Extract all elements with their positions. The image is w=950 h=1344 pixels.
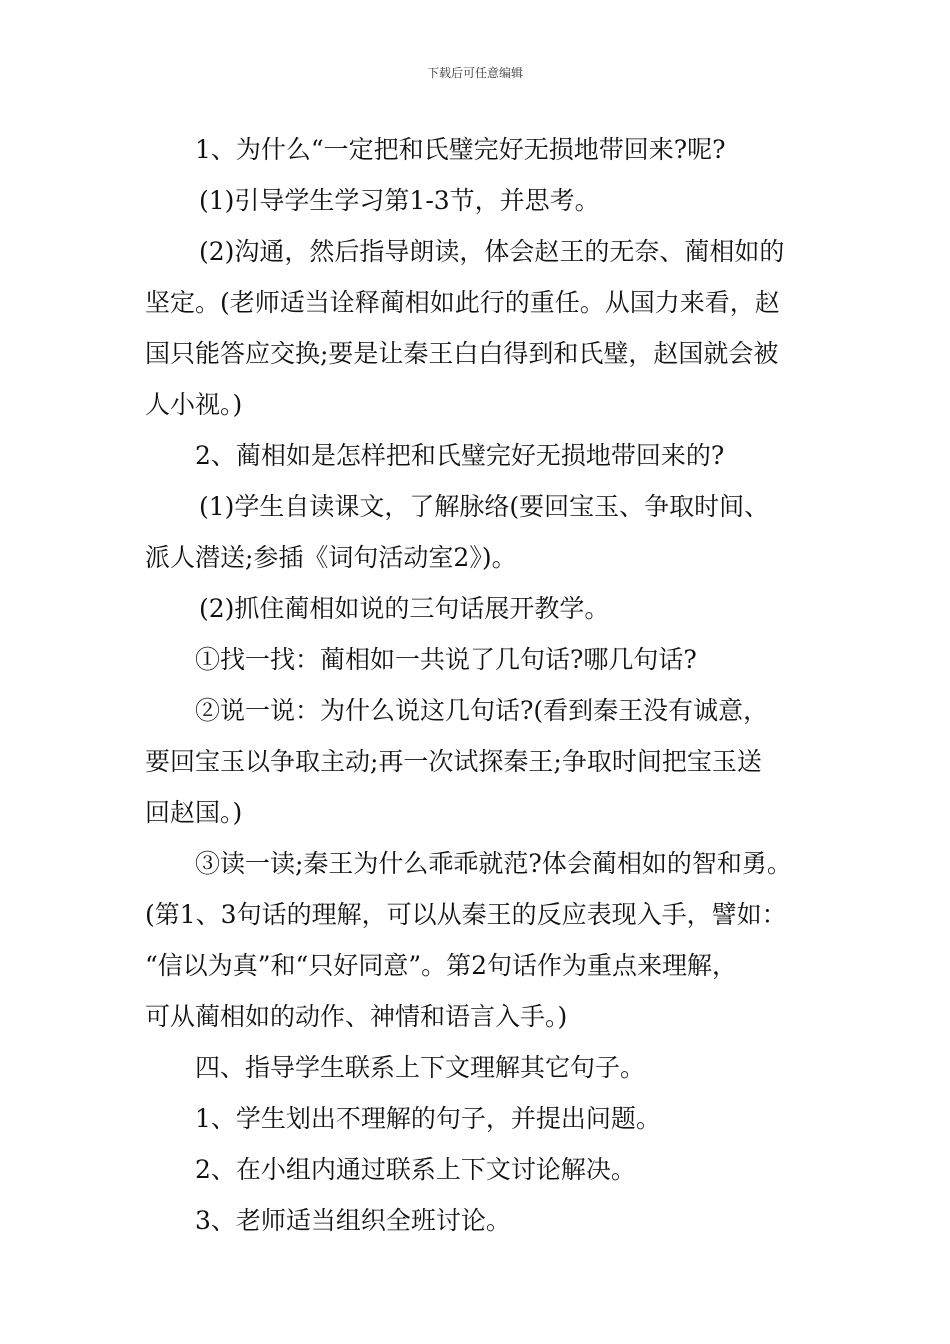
paragraph-line: (2)沟通，然后指导朗读，体会赵王的无奈、蔺相如的 — [199, 237, 785, 266]
paragraph-line: 回赵国。) — [145, 798, 243, 827]
paragraph-line: 四、指导学生联系上下文理解其它句子。 — [195, 1053, 646, 1082]
paragraph-line: (第1、3句话的理解，可以从秦王的反应表现入手，譬如： — [145, 900, 787, 929]
paragraph-line: 1、为什么“一定把和氏璧完好无损地带回来?呢? — [195, 135, 726, 164]
paragraph-13 — [145, 1195, 820, 1246]
paragraph-6 — [145, 583, 820, 634]
paragraph-line: (1)学生自读课文，了解脉络(要回宝玉、争取时间、 — [199, 492, 770, 521]
paragraph-line: 2、蔺相如是怎样把和氏璧完好无损地带回来的? — [195, 441, 725, 470]
paragraph-line: 1、学生划出不理解的句子，并提出问题。 — [195, 1104, 661, 1133]
paragraph-line: 3、老师适当组织全班讨论。 — [195, 1206, 511, 1235]
paragraph-line: 可从蔺相如的动作、神情和语言入手。) — [145, 1002, 568, 1031]
paragraph-1 — [145, 124, 820, 175]
paragraph-line: ②说一说：为什么说这几句话?(看到秦王没有诚意， — [195, 696, 769, 725]
page-header: 下载后可任意编辑 — [426, 66, 523, 80]
paragraph-line: (1)引导学生学习第1-3节，并思考。 — [199, 186, 600, 215]
paragraph-12 — [145, 1144, 820, 1195]
paragraph-line: (2)抓住蔺相如说的三句话展开教学。 — [199, 594, 610, 623]
paragraph-line: 要回宝玉以争取主动;再一次试探秦王;争取时间把宝玉送 — [145, 747, 762, 776]
paragraph-3 — [145, 226, 820, 430]
paragraph-4 — [145, 430, 820, 481]
paragraph-11 — [145, 1093, 820, 1144]
paragraph-line: 派人潜送;参插《词句活动室2》)。 — [145, 543, 517, 572]
paragraph-5 — [145, 481, 820, 583]
paragraph-line: 2、在小组内通过联系上下文讨论解决。 — [195, 1155, 636, 1184]
paragraph-7 — [145, 634, 820, 685]
paragraph-line: 坚定。(老师适当诠释蔺相如此行的重任。从国力来看，赵 — [145, 288, 780, 317]
paragraph-line: ③读一读;秦王为什么乖乖就范?体会蔺相如的智和勇。 — [195, 849, 792, 878]
paragraph-2 — [145, 175, 820, 226]
paragraph-line: “信以为真”和“只好同意”。第2句话作为重点来理解， — [145, 951, 738, 980]
paragraph-9 — [145, 838, 820, 1042]
paragraph-line: 人小视。) — [145, 390, 243, 419]
paragraph-10 — [145, 1042, 820, 1093]
document-body — [145, 124, 820, 1246]
paragraph-8 — [145, 685, 820, 838]
paragraph-line: 国只能答应交换;要是让秦王白白得到和氏璧，赵国就会被 — [145, 339, 779, 368]
paragraph-line: ①找一找：蔺相如一共说了几句话?哪几句话? — [195, 645, 697, 674]
